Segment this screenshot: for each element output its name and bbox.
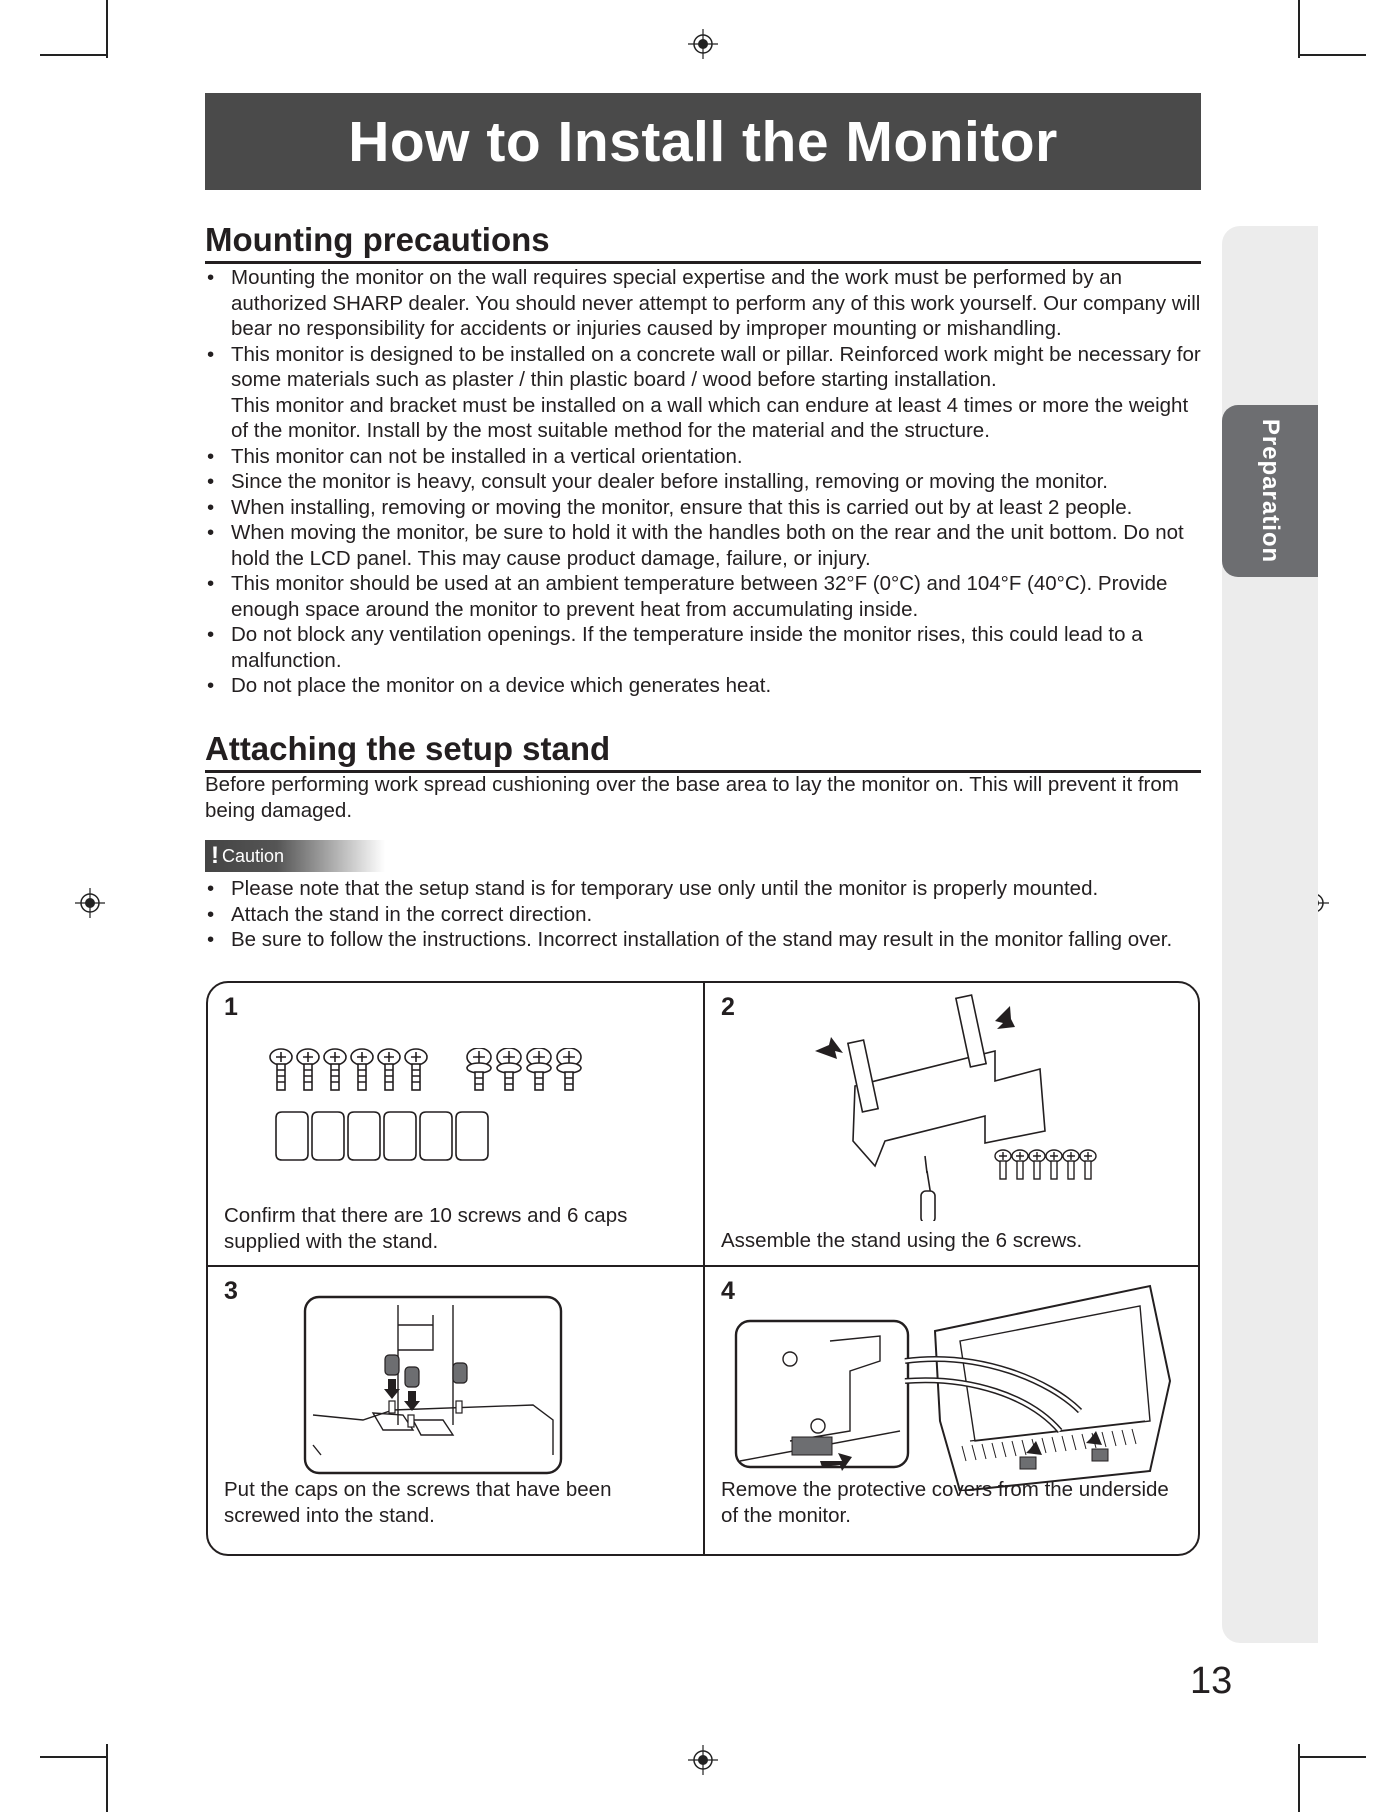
list-item: • This monitor should be used at an ambient temperature between 32°F (0°C) and 104°F (40°C). Provide enough space around the monitor to prevent heat from accumulating inside. [205, 571, 1205, 622]
crop-mark [106, 1744, 108, 1812]
exclamation-icon: ! [211, 842, 219, 869]
registration-mark-icon [688, 1745, 718, 1775]
step-number: 4 [721, 1277, 735, 1305]
step-number: 3 [224, 1277, 238, 1305]
remove-covers-illustration [730, 1281, 1200, 1491]
caps-on-screws-illustration [303, 1295, 563, 1475]
list-item: • When moving the monitor, be sure to hold it with the handles both on the rear and the unit bottom. Do not hold the LCD panel. This may cause product damage, failure, or injury. [205, 520, 1205, 571]
caution-list [205, 876, 1205, 953]
mounting-heading: Mounting precautions [205, 221, 1201, 264]
step-number: 1 [224, 993, 238, 1021]
step-caption: Put the caps on the screws that have been screwed into the stand. [224, 1478, 612, 1527]
crop-mark [1298, 1756, 1366, 1758]
crop-mark [1298, 1744, 1300, 1812]
list-item: • Mounting the monitor on the wall requires special expertise and the work must be performed by an authorized SHARP dealer. You should never attempt to perform any of this work yourself. Our company will bear no responsibility for accidents or injuries caused by improper mounting or mishandling. [205, 265, 1205, 342]
caution-label [205, 840, 385, 872]
step-number: 2 [721, 993, 735, 1021]
list-item: • Do not place the monitor on a device which generates heat. [205, 673, 1205, 699]
list-item [205, 342, 1205, 444]
side-tab-preparation[interactable] [1222, 405, 1318, 577]
step-1 [208, 983, 703, 1265]
list-item: • Please note that the setup stand is for temporary use only until the monitor is properly mounted. [205, 876, 1205, 902]
crop-mark [1298, 0, 1300, 58]
stand-heading: Attaching the setup stand [205, 730, 1201, 773]
steps-grid [206, 981, 1200, 1556]
stand-assembly-illustration [815, 991, 1115, 1221]
step-caption: Assemble the stand using the 6 screws. [721, 1229, 1083, 1252]
page-title: How to Install the Monitor [348, 109, 1058, 174]
step-3 [208, 1267, 703, 1555]
list-item: • This monitor can not be installed in a vertical orientation. [205, 444, 1205, 470]
step-caption: Confirm that there are 10 screws and 6 caps supplied with the stand. [224, 1204, 628, 1253]
side-tab-label: Preparation [1257, 418, 1284, 564]
crop-mark [40, 54, 106, 56]
step-caption: Remove the protective covers from the underside of the monitor. [721, 1478, 1169, 1527]
step-4 [705, 1267, 1200, 1555]
crop-mark [40, 1756, 106, 1758]
registration-mark-icon [688, 29, 718, 59]
list-item: • Since the monitor is heavy, consult your dealer before installing, removing or moving the monitor. [205, 469, 1205, 495]
crop-mark [106, 0, 108, 58]
mounting-list [205, 265, 1205, 699]
caution-text: Caution [222, 845, 285, 866]
list-item-text: This monitor is designed to be installed on a concrete wall or pillar. Reinforced work might be necessary for some materials such as plaster / thin plastic board / wood before starting installation. [231, 342, 1201, 391]
list-item: • Attach the stand in the correct direction. [205, 902, 1205, 928]
registration-mark-icon [75, 888, 105, 918]
screws-and-caps-illustration [268, 1048, 648, 1168]
list-item: • When installing, removing or moving the monitor, ensure that this is carried out by at least 2 people. [205, 495, 1205, 521]
step-2 [705, 983, 1200, 1265]
list-item: • Be sure to follow the instructions. Incorrect installation of the stand may result in the monitor falling over. [205, 927, 1205, 953]
list-item: • Do not block any ventilation openings. If the temperature inside the monitor rises, this could lead to a malfunction. [205, 622, 1205, 673]
list-item-extra: This monitor and bracket must be installed on a wall which can endure at least 4 times or more the weight of the monitor. Install by the most suitable method for the material and the structure. [231, 393, 1189, 442]
stand-intro: Before performing work spread cushioning over the base area to lay the monitor on. This will prevent it from being damaged. [205, 773, 1179, 822]
crop-mark [1298, 54, 1366, 56]
title-bar [205, 93, 1201, 190]
page-number: 13 [1190, 1660, 1233, 1702]
